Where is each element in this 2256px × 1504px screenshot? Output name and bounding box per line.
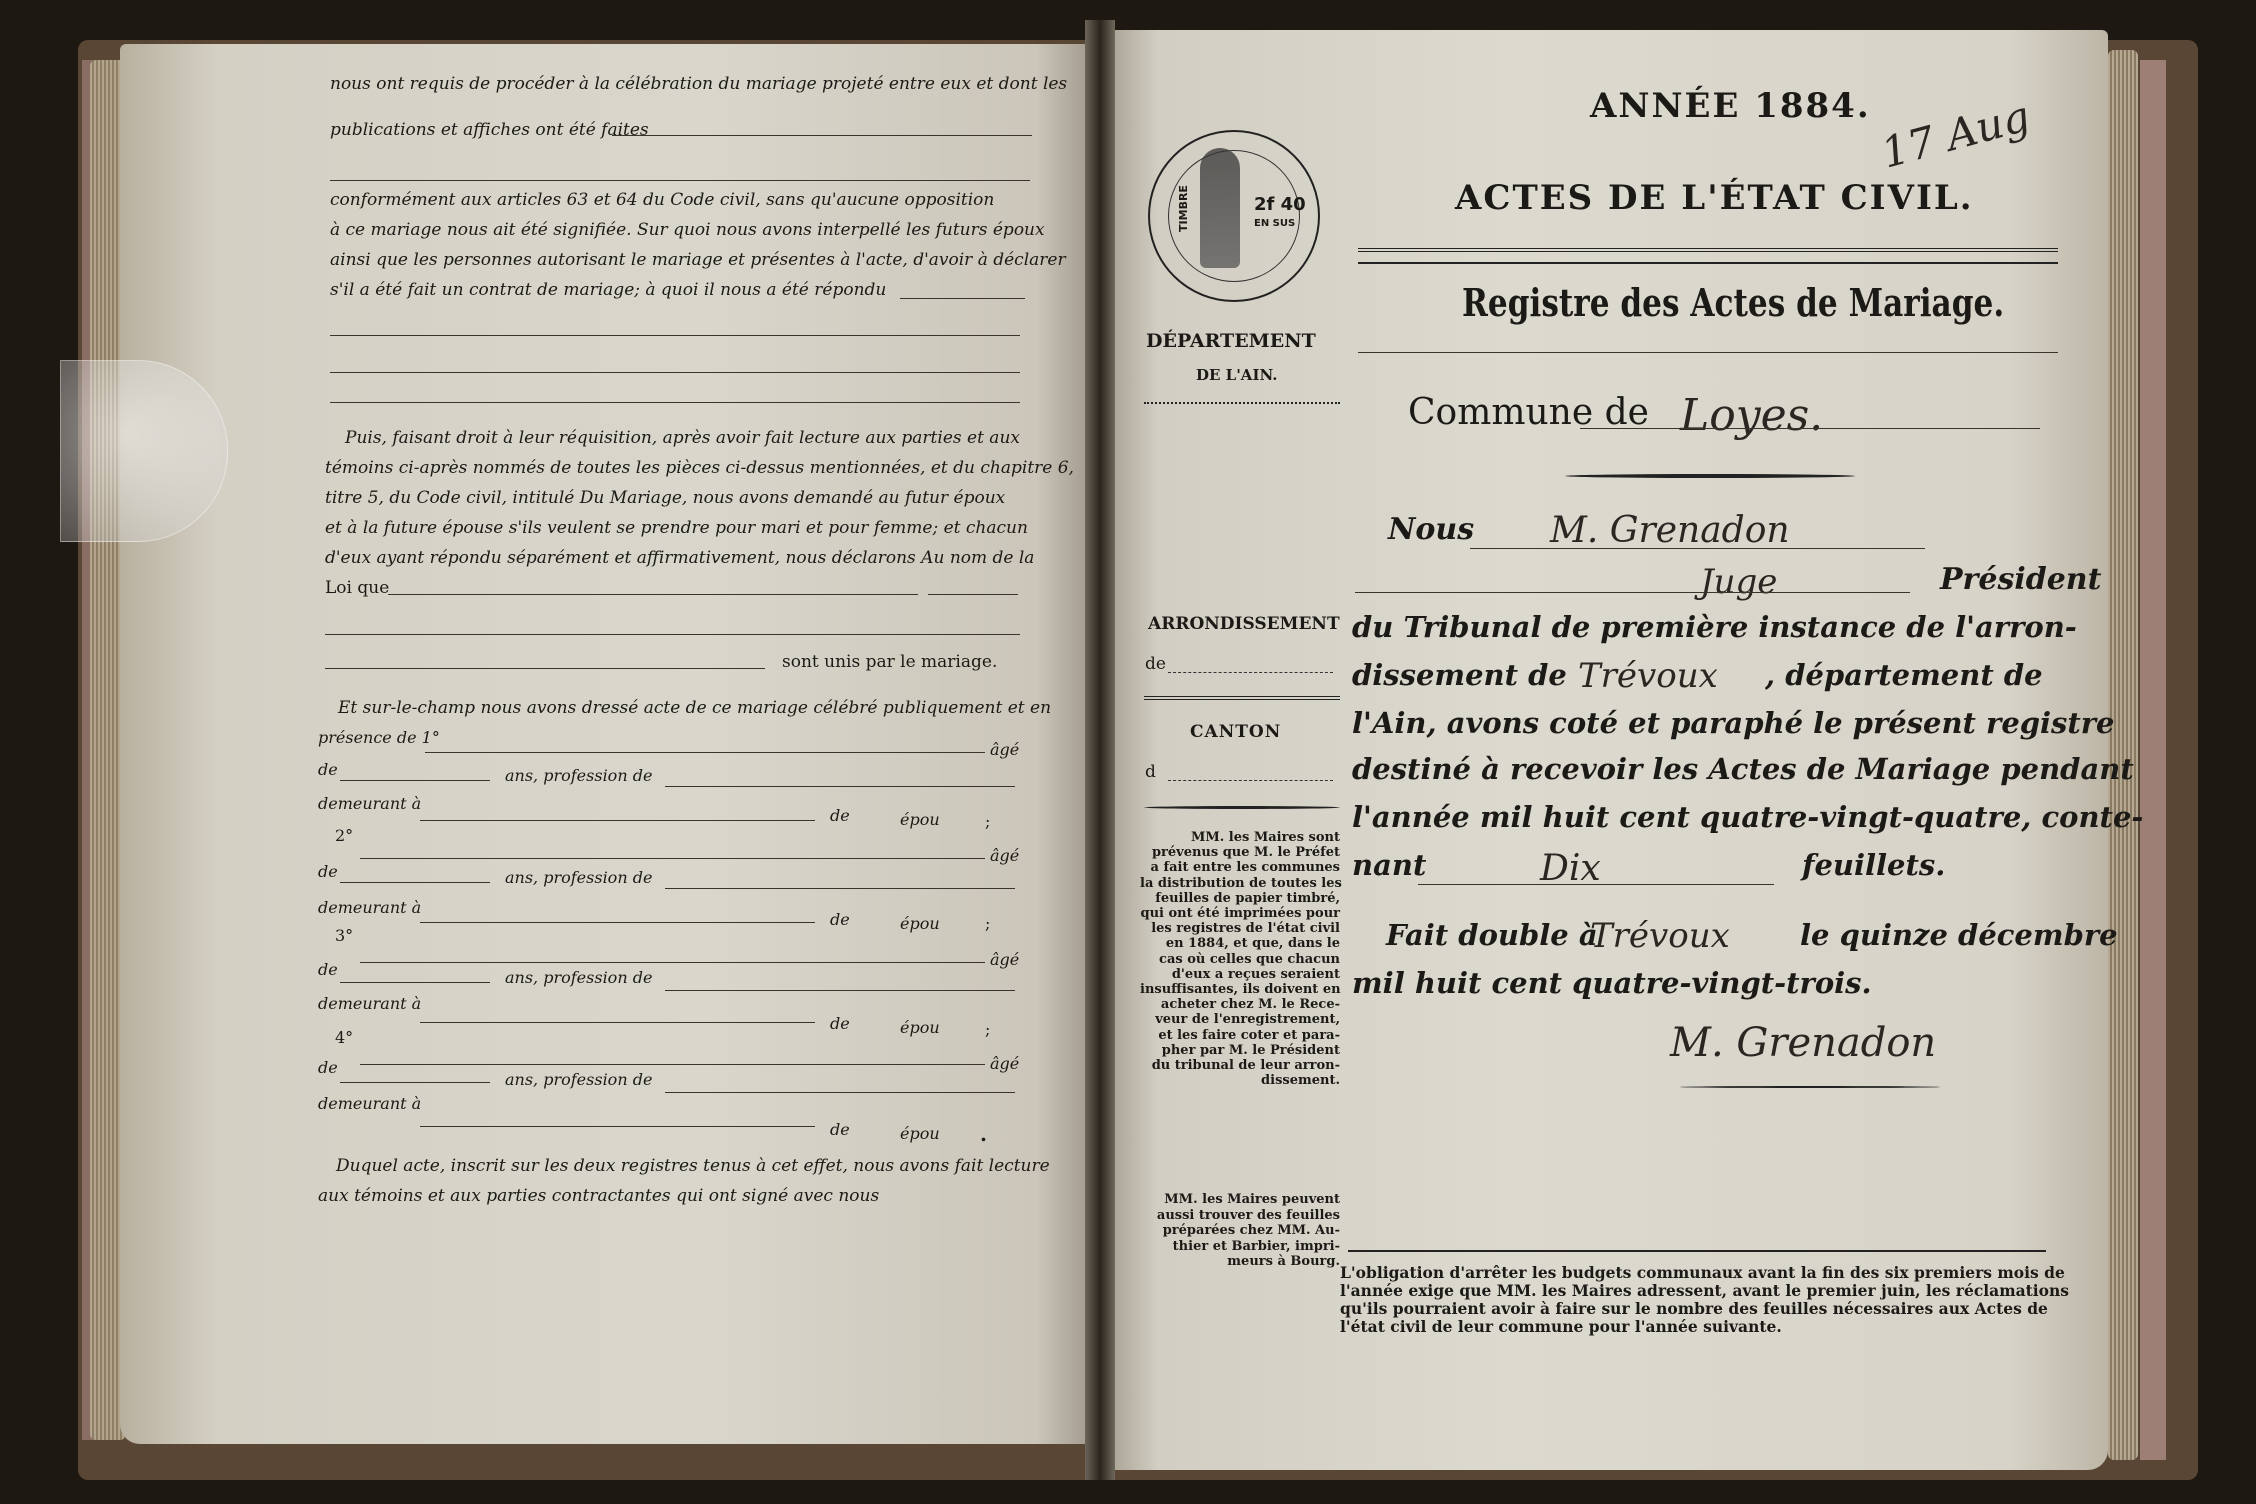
divider	[1144, 806, 1340, 809]
blank-line	[1470, 548, 1925, 549]
footer-rule	[1348, 1250, 2046, 1252]
footer-line: qu'ils pourraient avoir à faire sur le nombre des feuilles nécessaires aux Actes de	[1340, 1299, 2048, 1318]
text-line: demeurant à	[318, 794, 422, 813]
note-line: acheter chez M. le Rece-	[1160, 997, 1340, 1013]
juge-handwritten: Juge	[1700, 562, 1778, 602]
text-line: de	[318, 960, 338, 979]
body-line: l'année mil huit cent quatre-vingt-quatre, conte-	[1352, 800, 2144, 834]
text-line: de	[830, 806, 850, 825]
footer-line: l'année exige que MM. les Maires adressent, avant le premier juin, les réclamations	[1340, 1281, 2070, 1300]
blank-line	[665, 888, 1015, 889]
note-line: pher par M. le Président	[1161, 1042, 1340, 1058]
blank-line	[340, 1082, 490, 1083]
body-line: dissement de	[1352, 658, 1567, 692]
text-line: témoins ci-après nommés de toutes les pièces ci-dessus mentionnées, et du chapitre 6,	[325, 458, 1074, 478]
note-line: et les faire coter et para-	[1158, 1027, 1340, 1043]
text-line: âgé	[990, 740, 1020, 759]
note-line: prévenus que M. le Préfet	[1151, 845, 1340, 861]
department-label: DÉPARTEMENT	[1146, 330, 1316, 352]
text-line: aux témoins et aux parties contractantes qui ont signé avec nous	[318, 1186, 880, 1206]
blank-line	[665, 786, 1015, 787]
body-line: du Tribunal de première instance de l'arron-	[1352, 610, 2077, 644]
body-line: Fait double à	[1386, 918, 1598, 952]
blank-line	[360, 1064, 985, 1065]
department-name: DE L'AIN.	[1196, 366, 1278, 384]
blank-line	[420, 1126, 815, 1127]
year-heading: ANNÉE 1884.	[1590, 86, 1871, 126]
text-line: âgé	[990, 1054, 1020, 1073]
register-title: Registre des Actes de Mariage.	[1462, 280, 2005, 325]
text-line: ainsi que les personnes autorisant le mariage et présentes à l'acte, d'avoir à déclarer	[330, 250, 1066, 270]
signature: M. Grenadon	[1670, 1020, 1937, 1066]
feuillets-handwritten: Dix	[1540, 848, 1601, 889]
text-line: de	[318, 760, 338, 779]
text-line: épou	[900, 810, 940, 829]
blank-line	[340, 780, 490, 781]
note-line: les registres de l'état civil	[1151, 921, 1340, 937]
text-line: Puis, faisant droit à leur réquisition, après avoir fait lecture aux parties et aux	[345, 428, 1020, 448]
commune-handwritten: Loyes.	[1680, 390, 1824, 441]
blank-line	[420, 922, 815, 923]
divider	[1144, 696, 1340, 700]
blank-line	[425, 752, 985, 753]
note-line: d'eux a reçues seraient	[1171, 966, 1340, 982]
note-line: préparées chez MM. Au-	[1162, 1223, 1340, 1238]
text-line: ;	[985, 1020, 991, 1039]
title-rule	[1358, 248, 2058, 252]
text-line: de	[830, 910, 850, 929]
note-line: a fait entre les communes	[1150, 860, 1340, 876]
text-line: de	[830, 1014, 850, 1033]
text-line: s'il a été fait un contrat de mariage; à quoi il nous a été répondu	[330, 280, 887, 300]
text-line: d'eux ayant répondu séparément et affirmativement, nous déclarons Au nom de la	[325, 548, 1035, 568]
stamp-value: 2f 40	[1254, 194, 1306, 215]
arrondissement-label: ARRONDISSEMENT	[1148, 614, 1340, 634]
note-line: meurs à Bourg.	[1227, 1254, 1340, 1269]
text-line: épou	[900, 914, 940, 933]
text-line: demeurant à	[318, 898, 422, 917]
text-line: épou	[900, 1018, 940, 1037]
blank-line	[612, 135, 1032, 136]
blank-line	[325, 668, 765, 669]
justice-figure-icon	[1200, 148, 1240, 268]
text-line: conformément aux articles 63 et 64 du Code civil, sans qu'aucune opposition	[330, 190, 995, 210]
blank-line	[928, 594, 1018, 595]
text-line: 3°	[335, 926, 354, 945]
body-line: l'Ain, avons coté et paraphé le présent registre	[1352, 706, 2115, 740]
nous-label: Nous	[1388, 512, 1475, 547]
title-rule	[1358, 352, 2058, 353]
arrondissement-de: de	[1145, 654, 1166, 674]
blank-line	[340, 882, 490, 883]
text-line: publications et affiches ont été faites	[330, 120, 649, 140]
text-line: demeurant à	[318, 994, 422, 1013]
note-line: la distribution de toutes les	[1140, 875, 1342, 891]
note-line: dissement.	[1261, 1073, 1340, 1089]
side-note-imprimeurs	[1140, 1192, 1340, 1270]
blank-line	[1355, 592, 1910, 593]
canton-d: d	[1145, 762, 1156, 782]
blank-line	[665, 990, 1015, 991]
blank-line	[325, 634, 1020, 635]
note-line: MM. les Maires peuvent	[1164, 1192, 1340, 1207]
blank-line	[330, 335, 1020, 336]
text-line: Et sur-le-champ nous avons dressé acte de ce mariage célébré publiquement et en	[338, 698, 1052, 718]
commune-label: Commune de	[1408, 392, 1649, 433]
book-spine	[1085, 20, 1115, 1480]
stamp-label: TIMBRE	[1176, 185, 1190, 232]
canton-label: CANTON	[1190, 722, 1282, 742]
text-line: âgé	[990, 846, 1020, 865]
blank-line	[360, 962, 985, 963]
body-line: le quinze décembre	[1800, 918, 2118, 952]
divider	[1144, 402, 1340, 404]
judge-name-handwritten: M. Grenadon	[1550, 510, 1790, 551]
document-title: ACTES DE L'ÉTAT CIVIL.	[1455, 178, 1974, 218]
text-line: ans, profession de	[505, 968, 653, 987]
blank-line	[900, 298, 1025, 299]
marbled-edge-right	[2140, 60, 2166, 1460]
text-line: et à la future épouse s'ils veulent se prendre pour mari et pour femme; et chacun	[325, 518, 1028, 538]
blank-line	[420, 1022, 815, 1023]
note-line: du tribunal de leur arron-	[1151, 1058, 1340, 1074]
blank-line	[1418, 884, 1774, 885]
text-line: ;	[985, 812, 991, 831]
text-line: ans, profession de	[505, 766, 653, 785]
text-line: 4°	[335, 1028, 354, 1047]
body-line: destiné à recevoir les Actes de Mariage pendant	[1352, 752, 2134, 786]
note-line: cas où celles que chacun	[1159, 951, 1340, 967]
title-rule	[1358, 262, 2058, 264]
blank-line	[330, 180, 1030, 181]
note-line: MM. les Maires sont	[1190, 830, 1340, 845]
note-line: feuilles de papier timbré,	[1155, 890, 1340, 906]
body-line: , département de	[1765, 658, 2043, 692]
stamp-sus: EN SUS	[1254, 218, 1296, 229]
side-note-prefet	[1140, 830, 1340, 1088]
arrondissement-handwritten: Trévoux	[1578, 656, 1718, 696]
fait-double-handwritten: Trévoux	[1590, 916, 1730, 956]
note-line: en 1884, et que, dans le	[1165, 936, 1340, 952]
text-line: épou	[900, 1124, 940, 1143]
blank-line	[360, 858, 985, 859]
footer-notice	[1340, 1263, 2070, 1336]
text-line: de	[830, 1120, 850, 1139]
text-line: Loi que	[325, 578, 390, 598]
handwritten-date: 17 Aug	[1876, 91, 2035, 178]
text-line: présence de 1°	[318, 728, 440, 747]
blank-line	[340, 982, 490, 983]
text-line: de	[318, 862, 338, 881]
text-line: ans, profession de	[505, 1070, 653, 1089]
footer-line: l'état civil de leur commune pour l'année suivante.	[1340, 1317, 1782, 1336]
note-line: thier et Barbier, impri-	[1172, 1238, 1340, 1254]
body-line: feuillets.	[1802, 848, 1946, 882]
tax-stamp-seal	[1148, 130, 1320, 302]
text-line: de	[318, 1058, 338, 1077]
text-line: nous ont requis de procéder à la célébration du mariage projeté entre eux et dont les	[330, 74, 1068, 94]
blank-line	[1580, 428, 2040, 429]
text-line: ans, profession de	[505, 868, 653, 887]
text-line: âgé	[990, 950, 1020, 969]
note-line: aussi trouver des feuilles	[1156, 1207, 1340, 1223]
text-line: .	[980, 1122, 987, 1146]
text-line: ;	[985, 914, 991, 933]
blank-line	[1168, 672, 1333, 673]
blank-line	[388, 594, 918, 595]
footer-line: L'obligation d'arrêter les budgets communaux avant la fin des six premiers mois de	[1340, 1263, 2065, 1282]
text-line: sont unis par le mariage.	[782, 652, 998, 672]
blank-line	[1168, 780, 1333, 781]
blank-line	[420, 820, 815, 821]
blank-line	[665, 1092, 1015, 1093]
note-line: qui ont été imprimées pour	[1140, 906, 1340, 922]
signature-flourish	[1680, 1086, 1940, 1088]
ornament-rule	[1565, 474, 1855, 478]
president-label: Président	[1940, 562, 2102, 597]
note-line: veur de l'enregistrement,	[1155, 1012, 1340, 1028]
blank-line	[330, 402, 1020, 403]
note-line: insuffisantes, ils doivent en	[1140, 982, 1341, 998]
text-line: titre 5, du Code civil, intitulé Du Mariage, nous avons demandé au futur époux	[325, 488, 1006, 508]
blank-line	[330, 372, 1020, 373]
body-line: nant	[1352, 848, 1427, 882]
text-line: à ce mariage nous ait été signifiée. Sur quoi nous avons interpellé les futurs époux	[330, 220, 1045, 240]
text-line: Duquel acte, inscrit sur les deux registres tenus à cet effet, nous avons fait lecture	[336, 1156, 1050, 1176]
body-line: mil huit cent quatre-vingt-trois.	[1352, 966, 1872, 1000]
text-line: demeurant à	[318, 1094, 422, 1113]
text-line: 2°	[335, 826, 354, 845]
